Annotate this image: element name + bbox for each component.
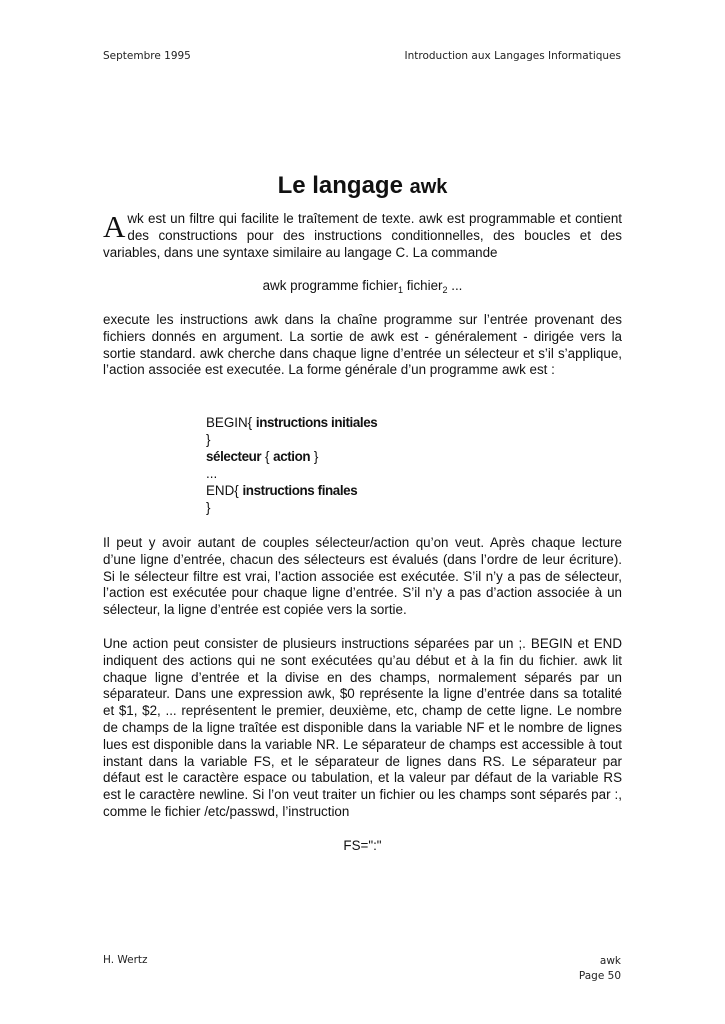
paragraph-actions: Une action peut consister de plusieurs instructions séparées par un ;. BEGIN et END indiquent des actions qui ne sont exécutées qu’au début et à la fin du fichier. awk lit chaque ligne d’entrée et la divise en des champs, normalement séparés par un séparateur. Dans une expression awk, $0 représente la ligne d’entrée dans sa totalité et $1, $2, ... représentent le premier, deuxième, etc, champ de cette ligne. Le nombre de champs de la ligne traîtée est disponible dans la variable NF et le nombre de lignes lues est disponible dans la variable NR. Le séparateur de champs est accessible à tout instant dans la variable FS, et le séparateur de lignes dans RS. Le séparateur par défaut est le caractère espace ou tabulation, et la valeur par défaut de la variable RS est le caractère newline. Si l’on veut traiter un fichier ou les champs sont séparés par :, comme le fichier /etc/passwd, l’instruction [103,636,622,819]
subscript: 2 [442,285,448,295]
code-placeholder: instructions finales [242,483,358,498]
command-example [0,278,725,295]
page-title [0,172,725,200]
code-brace: { [247,415,256,430]
code-placeholder: action [273,449,311,464]
paragraph-execution: execute les instructions awk dans la chaîne programme sur l’entrée provenant des fichiers donnés en argument. La sortie de awk est - généralement - dirigée vers la sortie standard. awk cherche dans chaque ligne d’entrée un sélecteur et s’il s’applique, l’action associée est executée. La forme générale d’un programme awk est : [103,312,622,378]
code-line [206,448,377,465]
code-keyword: BEGIN [206,415,248,430]
code-placeholder: sélecteur [206,449,262,464]
intro-text: wk est un filtre qui facilite le traîtement de texte. awk est programmable et contient des constructions pour des instructions conditionnelles, des boucles et des variables, dans une syntaxe similaire au langage C. La commande [103,211,622,260]
paragraph-selectors: Il peut y avoir autant de couples sélecteur/action qu’on veut. Après chaque lecture d’une ligne d’entrée, chacun des sélecteurs est évalués (dans l’ordre de leur écriture). Si le sélecteur filtre est vrai, l’action associée est exécutée. S’il n’y a pas de sélecteur, l’action est exécutée pour chaque ligne d’entrée. S’il n’y a pas d’action associée à un sélecteur, la ligne d’entrée est copiée vers la sortie. [103,535,622,618]
code-line [206,414,377,431]
footer-meta [579,954,621,984]
command-part: fichier [403,278,443,293]
code-placeholder: instructions initiales [255,415,378,430]
page-title-keyword: awk [409,176,448,198]
command-part: ... [447,278,463,293]
code-line: ... [206,466,218,481]
code-brace: } [310,449,319,464]
footer-page-number: Page 50 [578,970,621,982]
code-line [206,482,377,499]
program-structure-block [206,414,377,516]
footer-topic: awk [599,955,621,967]
code-keyword: END [206,483,235,498]
code-brace: { [261,449,274,464]
header-course-title: Introduction aux Langages Informatiques [404,50,621,62]
subscript: 1 [398,285,404,295]
drop-cap: A [103,209,126,244]
code-brace: { [234,483,243,498]
code-line: } [206,500,211,515]
page-title-text: Le langage [277,172,403,199]
code-line: } [206,432,211,447]
footer-author: H. Wertz [103,954,148,966]
header-date: Septembre 1995 [103,50,191,62]
command-part: awk programme fichier [262,278,399,293]
intro-paragraph [103,211,622,261]
fs-example: FS=":" [343,838,382,853]
